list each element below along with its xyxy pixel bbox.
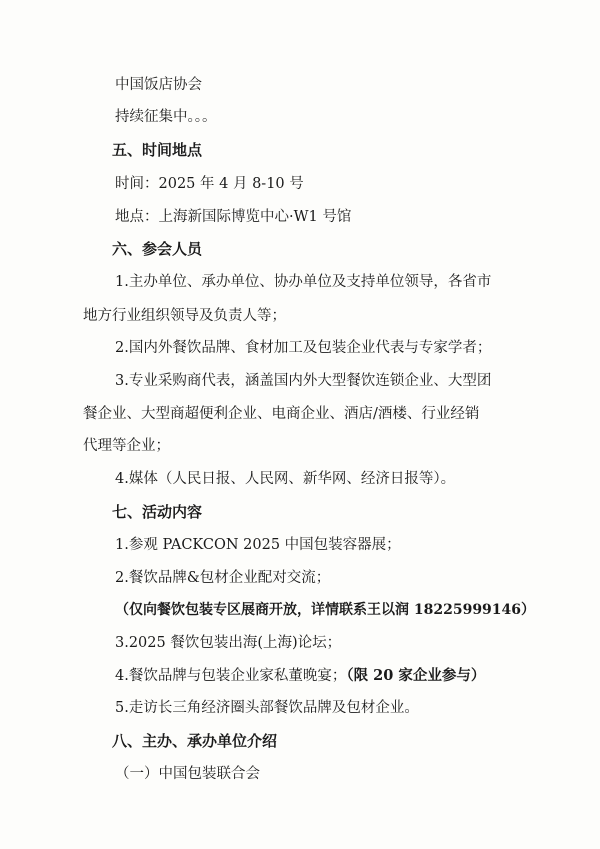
- activity-item-1: 1.参观 PACKCON 2025 中国包装容器展；: [115, 537, 401, 553]
- place-line: 地点：上海新国际博览中心·W1 号馆: [115, 209, 352, 225]
- activity-item-2: 2.餐饮品牌&包材企业配对交流；: [115, 570, 331, 586]
- time-line: 时间：2025 年 4 月 8-10 号: [115, 176, 304, 192]
- collecting-note: 持续征集中。。。: [115, 109, 217, 125]
- attendee-item-3: 3.专业采购商代表，涵盖国内外大型餐饮连锁企业、大型团: [115, 373, 492, 389]
- activity-item-2-note: （仅向餐饮包装专区展商开放，详情联系王以润 18225999146）: [115, 602, 536, 618]
- activity-item-5: 5.走访长三角经济圈头部餐饮品牌及包材企业。: [115, 700, 419, 716]
- organizer-line: 中国饭店协会: [115, 77, 202, 93]
- activity-item-4-text: 4.餐饮品牌与包装企业家私董晚宴；: [115, 668, 347, 684]
- activity-item-4-note: （限 20 家企业参与）: [346, 667, 486, 684]
- attendee-item-4: 4.媒体（人民日报、人民网、新华网、经济日报等）。: [115, 471, 456, 487]
- attendee-item-3-cont: 餐企业、大型商超便利企业、电商企业、酒店/酒楼、行业经销: [83, 406, 480, 422]
- section-heading-organizers: 八、主办、承办单位介绍: [112, 732, 278, 750]
- attendee-item-1-cont: 地方行业组织领导及负责人等；: [83, 308, 286, 324]
- section-heading-attendees: 六、参会人员: [112, 240, 203, 258]
- section-heading-activities: 七、活动内容: [112, 503, 203, 521]
- attendee-item-3-cont2: 代理等企业；: [83, 438, 170, 454]
- organizer-subheading: （一）中国包装联合会: [115, 766, 260, 782]
- section-heading-time-place: 五、时间地点: [112, 141, 203, 159]
- attendee-item-2: 2.国内外餐饮品牌、食材加工及包装企业代表与专家学者；: [115, 340, 492, 356]
- activity-item-3: 3.2025 餐饮包装出海(上海)论坛；: [115, 635, 342, 651]
- activity-item-4: [115, 666, 485, 686]
- attendee-item-1: 1.主办单位、承办单位、协办单位及支持单位领导，各省市: [115, 274, 492, 290]
